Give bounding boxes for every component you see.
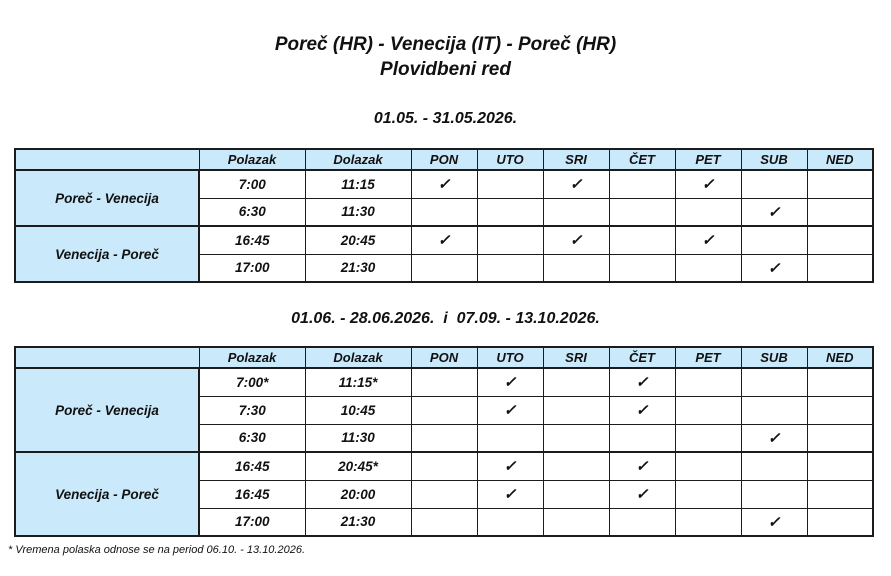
empty-day-cell [741, 480, 807, 508]
empty-day-cell [411, 254, 477, 282]
departure-time-cell: 6:30 [199, 424, 305, 452]
empty-day-cell [477, 226, 543, 254]
empty-day-cell [675, 396, 741, 424]
column-header: PON [411, 347, 477, 368]
arrival-time-cell: 20:00 [305, 480, 411, 508]
route-cell: Venecija - Poreč [15, 226, 199, 282]
empty-day-cell [807, 508, 873, 536]
empty-day-cell [807, 424, 873, 452]
table-row [15, 226, 873, 254]
empty-day-cell [807, 368, 873, 396]
schedule-table-june-autumn [14, 346, 874, 537]
empty-day-cell [543, 198, 609, 226]
check-mark-cell: ✓ [411, 170, 477, 198]
check-mark-cell: ✓ [741, 254, 807, 282]
page-header [0, 0, 891, 82]
empty-day-cell [675, 480, 741, 508]
departure-time-cell: 16:45 [199, 226, 305, 254]
empty-day-cell [741, 368, 807, 396]
empty-day-cell [807, 480, 873, 508]
departure-time-cell: 16:45 [199, 480, 305, 508]
empty-day-cell [675, 452, 741, 480]
empty-day-cell [543, 254, 609, 282]
empty-day-cell [477, 508, 543, 536]
departure-time-cell: 16:45 [199, 452, 305, 480]
column-header: SUB [741, 149, 807, 170]
route-column-header [15, 149, 199, 170]
table-row [15, 452, 873, 480]
empty-day-cell [477, 424, 543, 452]
route-column-header [15, 347, 199, 368]
column-header: SRI [543, 149, 609, 170]
empty-day-cell [609, 254, 675, 282]
empty-day-cell [741, 452, 807, 480]
route-title: Poreč (HR) - Venecija (IT) - Poreč (HR) [274, 34, 617, 55]
empty-day-cell [675, 198, 741, 226]
departure-time-cell: 6:30 [199, 198, 305, 226]
check-mark-cell: ✓ [543, 226, 609, 254]
empty-day-cell [543, 396, 609, 424]
empty-day-cell [741, 396, 807, 424]
column-header: SRI [543, 347, 609, 368]
route-cell: Poreč - Venecija [15, 170, 199, 226]
empty-day-cell [411, 424, 477, 452]
empty-day-cell [609, 508, 675, 536]
empty-day-cell [543, 368, 609, 396]
empty-day-cell [477, 170, 543, 198]
empty-day-cell [543, 480, 609, 508]
empty-day-cell [477, 198, 543, 226]
arrival-time-cell: 20:45 [305, 226, 411, 254]
departure-time-cell: 7:00 [199, 170, 305, 198]
empty-day-cell [543, 452, 609, 480]
column-header: ČET [609, 347, 675, 368]
empty-day-cell [675, 508, 741, 536]
empty-day-cell [675, 254, 741, 282]
empty-day-cell [741, 226, 807, 254]
period-heading-2: 01.06. - 28.06.2026. i 07.09. - 13.10.2026. [291, 310, 600, 327]
column-header: UTO [477, 347, 543, 368]
departure-time-cell: 7:00* [199, 368, 305, 396]
arrival-time-cell: 21:30 [305, 254, 411, 282]
empty-day-cell [411, 452, 477, 480]
check-mark-cell: ✓ [675, 226, 741, 254]
empty-day-cell [741, 170, 807, 198]
column-header: PET [675, 347, 741, 368]
empty-day-cell [807, 226, 873, 254]
column-header: PON [411, 149, 477, 170]
arrival-time-cell: 11:15 [305, 170, 411, 198]
arrival-time-cell: 11:30 [305, 198, 411, 226]
column-header: PET [675, 149, 741, 170]
header-row [15, 149, 873, 170]
column-header: SUB [741, 347, 807, 368]
empty-day-cell [807, 396, 873, 424]
column-header: Dolazak [305, 149, 411, 170]
empty-day-cell [543, 508, 609, 536]
arrival-time-cell: 21:30 [305, 508, 411, 536]
empty-day-cell [609, 198, 675, 226]
departure-time-cell: 17:00 [199, 254, 305, 282]
check-mark-cell: ✓ [741, 424, 807, 452]
check-mark-cell: ✓ [411, 226, 477, 254]
check-mark-cell: ✓ [741, 198, 807, 226]
table-row [15, 170, 873, 198]
check-mark-cell: ✓ [609, 480, 675, 508]
check-mark-cell: ✓ [543, 170, 609, 198]
empty-day-cell [411, 396, 477, 424]
page-subtitle: Plovidbeni red [380, 59, 511, 80]
check-mark-cell: ✓ [609, 452, 675, 480]
period-heading-1: 01.05. - 31.05.2026. [373, 110, 518, 127]
departure-times-footnote: * Vremena polaska odnose se na period 06.10. - 13.10.2026. [8, 544, 306, 556]
empty-day-cell [807, 170, 873, 198]
empty-day-cell [609, 170, 675, 198]
arrival-time-cell: 10:45 [305, 396, 411, 424]
empty-day-cell [807, 198, 873, 226]
check-mark-cell: ✓ [609, 368, 675, 396]
empty-day-cell [609, 226, 675, 254]
empty-day-cell [411, 508, 477, 536]
column-header: NED [807, 347, 873, 368]
arrival-time-cell: 11:15* [305, 368, 411, 396]
check-mark-cell: ✓ [477, 452, 543, 480]
header-row [15, 347, 873, 368]
empty-day-cell [411, 368, 477, 396]
departure-time-cell: 17:00 [199, 508, 305, 536]
column-header: NED [807, 149, 873, 170]
column-header: Polazak [199, 347, 305, 368]
empty-day-cell [675, 368, 741, 396]
check-mark-cell: ✓ [741, 508, 807, 536]
route-cell: Poreč - Venecija [15, 368, 199, 452]
column-header: Dolazak [305, 347, 411, 368]
arrival-time-cell: 20:45* [305, 452, 411, 480]
empty-day-cell [609, 424, 675, 452]
check-mark-cell: ✓ [477, 368, 543, 396]
route-cell: Venecija - Poreč [15, 452, 199, 536]
check-mark-cell: ✓ [477, 396, 543, 424]
empty-day-cell [807, 254, 873, 282]
empty-day-cell [675, 424, 741, 452]
check-mark-cell: ✓ [609, 396, 675, 424]
empty-day-cell [477, 254, 543, 282]
schedule-table-may [14, 148, 874, 283]
column-header: ČET [609, 149, 675, 170]
check-mark-cell: ✓ [675, 170, 741, 198]
empty-day-cell [411, 480, 477, 508]
column-header: Polazak [199, 149, 305, 170]
empty-day-cell [807, 452, 873, 480]
departure-time-cell: 7:30 [199, 396, 305, 424]
arrival-time-cell: 11:30 [305, 424, 411, 452]
column-header: UTO [477, 149, 543, 170]
empty-day-cell [543, 424, 609, 452]
table-row [15, 368, 873, 396]
empty-day-cell [411, 198, 477, 226]
check-mark-cell: ✓ [477, 480, 543, 508]
